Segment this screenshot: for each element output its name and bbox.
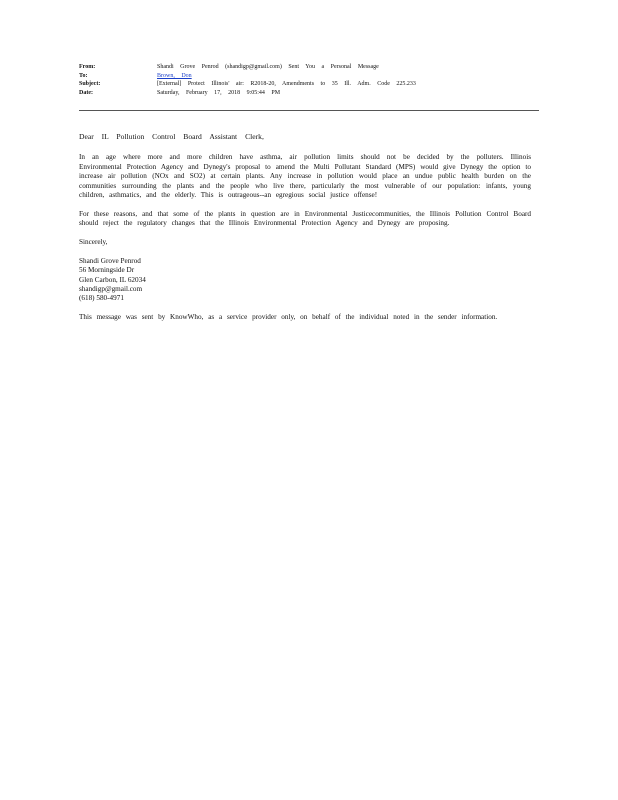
from-value: Shandi Grove Penrod (shandigp@gmail.com) Sent You a Personal Message [157,64,379,70]
signature-city: Glen Carbon, IL 62034 [79,275,146,284]
email-body [79,132,531,332]
body-paragraph-1: In an age where more and more children have asthma, air pollution limits should not be decided by the polluters. Illinois Environmental Protection Agency and Dynegy's proposal to amend the Multi Pollutant Standard (MPS) would give Dynegy the option to increase air pollution (NOx and SO2) at certain plants. Any increase in pollution would place an undue public health burden on the communities surrounding the plants and the people who live there, particularly the most vulnerable of our population: infants, young children, asthmatics, and the elderly. This is outrageous--an egregious social justice offense! [79,153,531,200]
date-value: Saturday, February 17, 2018 9:05:44 PM [157,89,281,96]
signature-street: 56 Morningside Dr [79,266,135,275]
signature-block [79,257,531,304]
from-row [79,63,539,72]
email-header [79,63,539,97]
to-label: To: [79,72,88,79]
salutation: Dear IL Pollution Control Board Assistant Clerk, [79,132,264,141]
body-paragraph-2: For these reasons, and that some of the plants in question are in Environmental Justicecommunities, the Illinois Pollution Control Board should reject the regulatory changes that the Illinois Environmental Protection Agency and Dynegy are proposing. [79,209,531,228]
signature-email: shandigp@gmail.com [79,285,143,294]
subject-label: Subject: [79,81,101,88]
date-row [79,89,539,98]
closing: Sincerely, [79,238,108,247]
footer-note: This message was sent by KnowWho, as a service provider only, on behalf of the individual noted in the sender information. [79,313,498,322]
date-label: Date: [79,89,93,96]
subject-row [79,80,539,89]
signature-phone: (618) 580-4971 [79,294,124,303]
to-row [79,72,539,81]
from-label: From: [79,64,96,70]
subject-value: [External] Protect Illinois' air: R2018-20, Amendments to 35 Ill. Adm. Code 225.233 [157,81,416,88]
header-divider [79,110,539,111]
signature-name: Shandi Grove Penrod [79,256,141,265]
to-recipient-link[interactable]: Brown, Don [157,72,192,79]
